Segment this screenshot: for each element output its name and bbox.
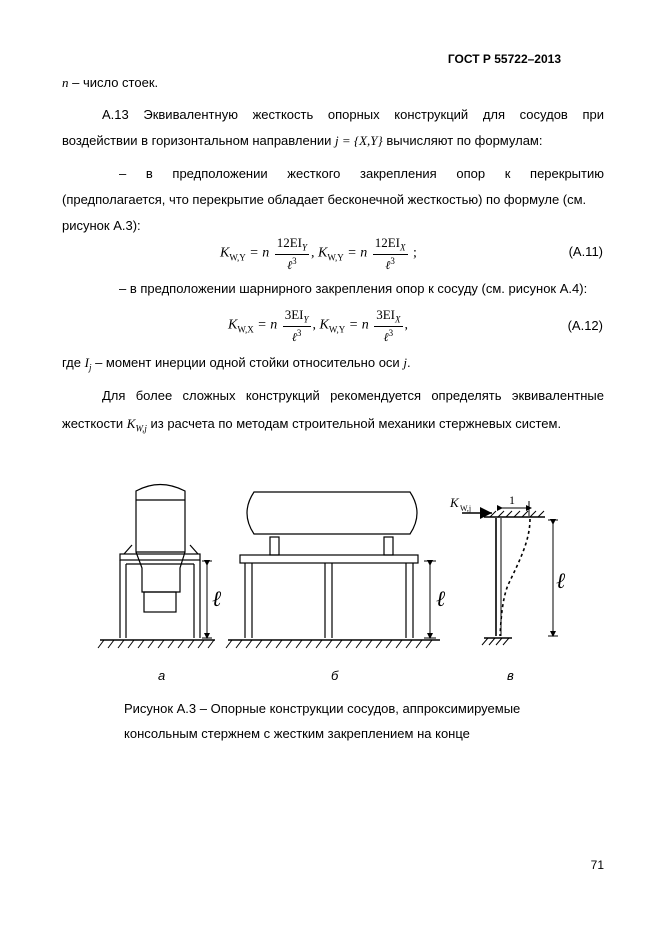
formula-a11-den2: ℓ [385, 257, 391, 272]
symbol-k: K [126, 416, 136, 431]
formula-a12-k2-sub: W,Y [328, 324, 346, 335]
figure-v-force-label: K [450, 495, 459, 510]
para-where-c: . [406, 355, 411, 370]
figure-v-cantilever [462, 501, 558, 645]
formula-a12-num2-sub: X [395, 314, 401, 325]
formula-a11-k2: K [318, 245, 328, 261]
figure-a3 [0, 470, 661, 690]
symbol-i-sub: j [88, 362, 92, 373]
formula-a11 [220, 236, 417, 271]
formula-a11-eq1: = n [245, 245, 270, 261]
figure-caption [124, 696, 520, 746]
para-a13-line2-text-b: вычисляют по формулам: [382, 133, 543, 148]
figure-label-v: в [507, 668, 514, 683]
formula-a12-k1-sub: W,X [237, 324, 254, 335]
para-hinged-line1: – в предположении шарнирного закрепления опор к сосуду (см. рисунок А.4): [119, 281, 588, 296]
formula-a12-frac1 [283, 308, 311, 343]
formula-a11-k2-sub: W,Y [327, 252, 344, 263]
symbol-n: n [62, 75, 69, 90]
formula-a12-num1-sub: Y [303, 314, 309, 325]
para-a13-line1: А.13 Эквивалентную жесткость опорных конструкций для сосудов при [102, 107, 604, 122]
formula-a11-k1-sub: W,Y [229, 252, 246, 263]
formula-a11-sep: , [311, 245, 319, 261]
page-number: 71 [590, 858, 604, 872]
formula-a11-num2-sub: X [400, 242, 406, 253]
para-where-b: – момент инерции одной стойки относительно оси [91, 355, 404, 370]
formula-a12-num1: 3EI [284, 307, 304, 322]
figure-v-force-sub: W,j [460, 504, 472, 513]
formula-a12-den2-sup: 3 [388, 327, 394, 338]
formula-a12-frac2 [374, 308, 402, 343]
para-complex-line1: Для более сложных конструкций рекомендуется определять эквивалентные [102, 388, 604, 403]
para-where [62, 350, 604, 381]
figure-b-ground [226, 640, 440, 648]
formula-a12-den1-sup: 3 [296, 327, 302, 338]
formula-a11-frac1 [275, 236, 309, 271]
para-a13-line2 [62, 128, 604, 154]
formula-a12-end: , [404, 317, 409, 333]
para-a13-line2-text-a: воздействии в горизонтальном направлении [62, 133, 336, 148]
formula-a11-eq2: = n [343, 245, 368, 261]
figure-v-ell: ℓ [556, 568, 566, 593]
formula-a11-num2: 12EI [374, 235, 401, 250]
formula-a11-end: ; [409, 245, 417, 261]
line-n-definition [62, 70, 604, 96]
formula-a12-sep: , [312, 317, 320, 333]
formula-a11-num1-sub: Y [302, 242, 308, 253]
formula-a12-eq2: = n [345, 317, 369, 333]
formula-a12-k1: K [228, 317, 238, 333]
para-complex-line2-b: из расчета по методам строительной механики стержневых систем. [146, 416, 562, 431]
symbol-k-sub: W,j [135, 423, 147, 434]
figure-a-ell: ℓ [212, 586, 222, 611]
formula-a11-frac2 [373, 236, 408, 271]
figure-v-unit-label: 1 [509, 493, 515, 507]
formula-a11-den1: ℓ [287, 257, 293, 272]
para-rigid-line3: рисунок А.3): [62, 218, 141, 233]
para-rigid-line1: – в предположении жесткого закрепления опор к перекрытию [119, 166, 604, 181]
para-rigid-line2: (предполагается, что перекрытие обладает бесконечной жесткостью) по формуле (см. [62, 192, 587, 207]
document-header: ГОСТ Р 55722–2013 [447, 52, 561, 66]
formula-a12-den1: ℓ [291, 329, 297, 344]
symbol-j: j [403, 355, 407, 370]
figure-b-horizontal-vessel [240, 492, 418, 638]
line-n-text: – число стоек. [68, 75, 159, 90]
axis-set-formula: j = {X,Y} [335, 133, 383, 148]
figure-caption-line1: Рисунок А.3 – Опорные конструкции сосудов, аппроксимируемые [124, 701, 521, 716]
formula-a11-number: (А.11) [568, 244, 603, 259]
formula-a11-k1: K [220, 245, 230, 261]
para-where-a: где [62, 355, 85, 370]
formula-a12-num2: 3EI [376, 307, 396, 322]
formula-a12 [228, 308, 408, 343]
formula-a12-den2: ℓ [383, 329, 389, 344]
figure-a-dimension [202, 561, 212, 638]
formula-a11-den2-sup: 3 [390, 255, 395, 266]
figure-b-dimension [424, 561, 436, 638]
figure-a-ground [98, 640, 215, 648]
para-complex-line2-a: жесткости [62, 416, 127, 431]
formula-a12-number: (А.12) [567, 318, 603, 333]
formula-a11-den1-sup: 3 [292, 255, 297, 266]
figure-b-ell: ℓ [436, 586, 446, 611]
figure-a-vertical-vessel [120, 485, 200, 639]
formula-a12-k2: K [319, 317, 329, 333]
formula-a12-eq1: = n [253, 317, 278, 333]
para-complex-line2 [62, 411, 604, 442]
figure-label-b: б [331, 668, 339, 683]
formula-a11-num1: 12EI [276, 235, 302, 250]
figure-caption-line2: консольным стержнем с жестким закреплением на конце [124, 726, 470, 741]
figure-label-a: а [158, 668, 166, 683]
symbol-i: I [84, 355, 89, 370]
